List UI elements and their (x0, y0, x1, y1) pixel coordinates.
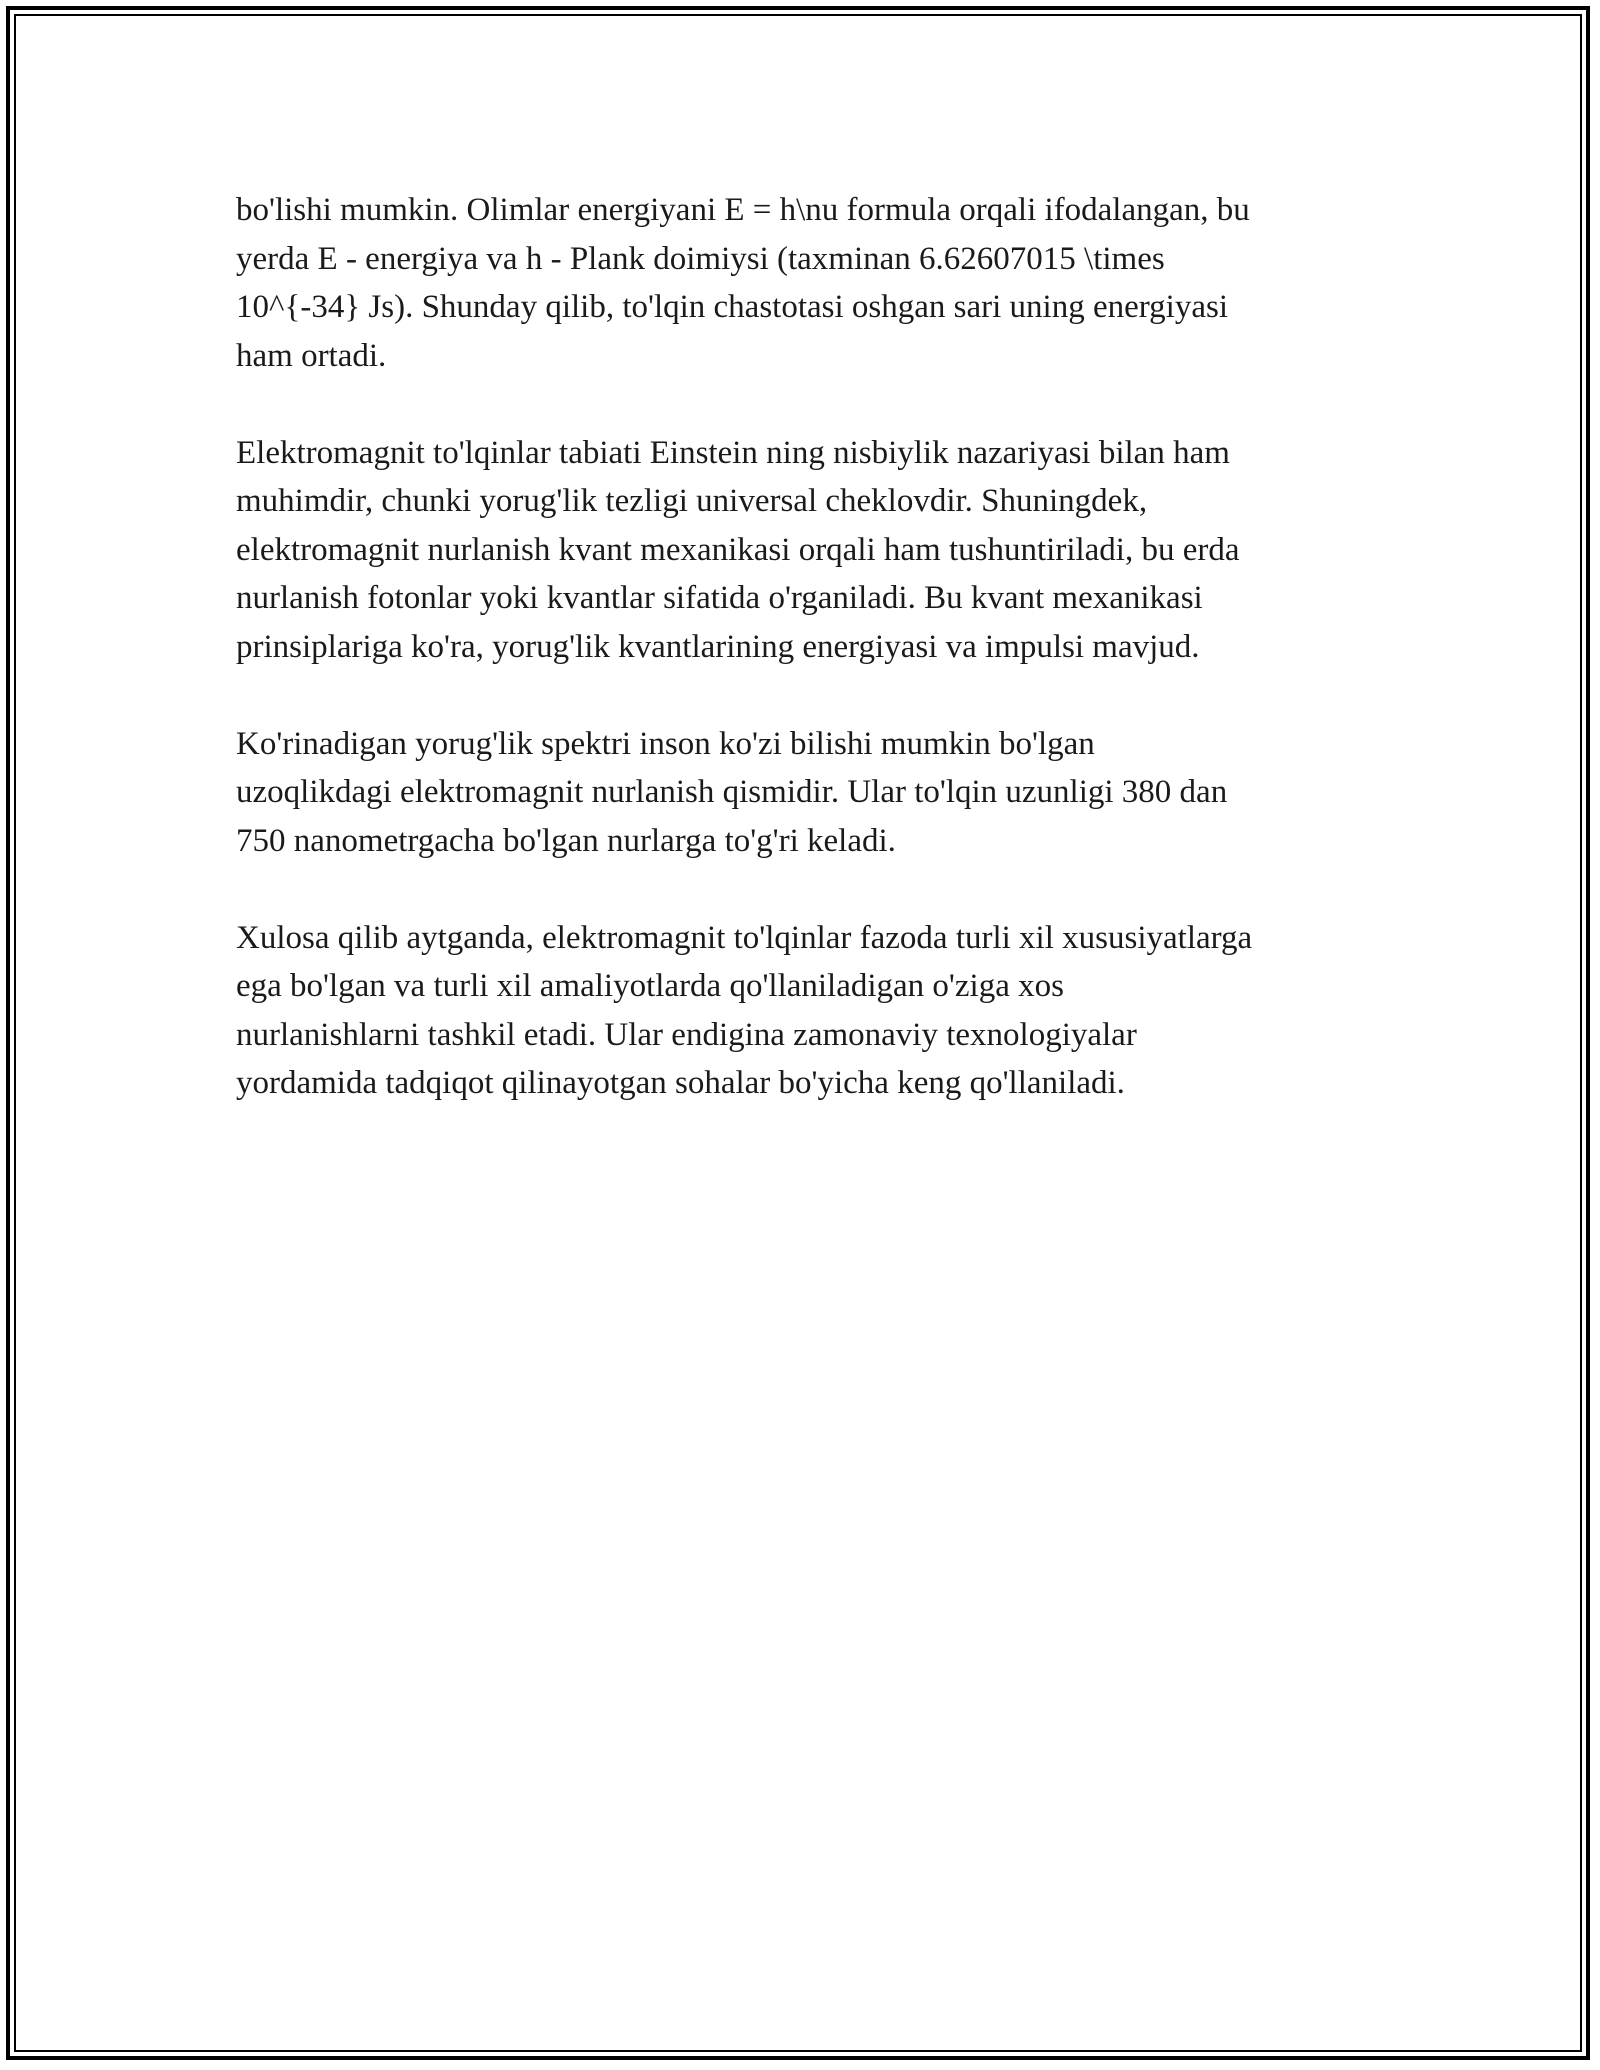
text-line: uzoqlikdagi elektromagnit nurlanish qismidir. Ular to'lqin uzunligi 380 dan (236, 774, 1228, 810)
text-line: nurlanishlarni tashkil etadi. Ular endigina zamonaviy texnologiyalar (236, 1016, 1137, 1053)
paragraph-relativity-quantum (236, 429, 1376, 672)
text-line: ega bo'lgan va turli xil amaliyotlarda qo'llaniladigan o'ziga xos (236, 968, 1064, 1004)
paragraph-photon-energy (236, 186, 1376, 380)
text-line: Elektromagnit to'lqinlar tabiati Einstein ning nisbiylik nazariyasi bilan ham (236, 434, 1230, 471)
text-line: ham ortadi. (236, 337, 387, 374)
text-line: 10^{-34} Js). Shunday qilib, to'lqin chastotasi oshgan sari uning energiyasi (236, 289, 1228, 325)
text-line: elektromagnit nurlanish kvant mexanikasi orqali ham tushuntiriladi, bu erda (236, 531, 1240, 568)
text-line: muhimdir, chunki yorug'lik tezligi universal cheklovdir. Shuningdek, (236, 483, 1148, 519)
text-line: Xulosa qilib aytganda, elektromagnit to'lqinlar fazoda turli xil xususiyatlarga (236, 919, 1253, 956)
text-line: bo'lishi mumkin. Olimlar energiyani E = h\nu formula orqali ifodalangan, bu (236, 192, 1250, 228)
text-line: prinsiplariga ko'ra, yorug'lik kvantlarining energiyasi va impulsi mavjud. (236, 628, 1200, 665)
paragraph-visible-spectrum (236, 720, 1376, 866)
text-line: yerda E - energiya va h - Plank doimiysi (taxminan 6.62607015 \times (236, 240, 1165, 277)
text-line: 750 nanometrgacha bo'lgan nurlarga to'g'ri keladi. (236, 822, 896, 859)
document-body (236, 186, 1376, 1156)
text-line: Ko'rinadigan yorug'lik spektri inson ko'zi bilishi mumkin bo'lgan (236, 725, 1095, 762)
text-line: nurlanish fotonlar yoki kvantlar sifatida o'rganiladi. Bu kvant mexanikasi (236, 580, 1203, 616)
paragraph-conclusion (236, 914, 1376, 1108)
text-line: yordamida tadqiqot qilinayotgan sohalar bo'yicha keng qo'llaniladi. (236, 1065, 1125, 1101)
